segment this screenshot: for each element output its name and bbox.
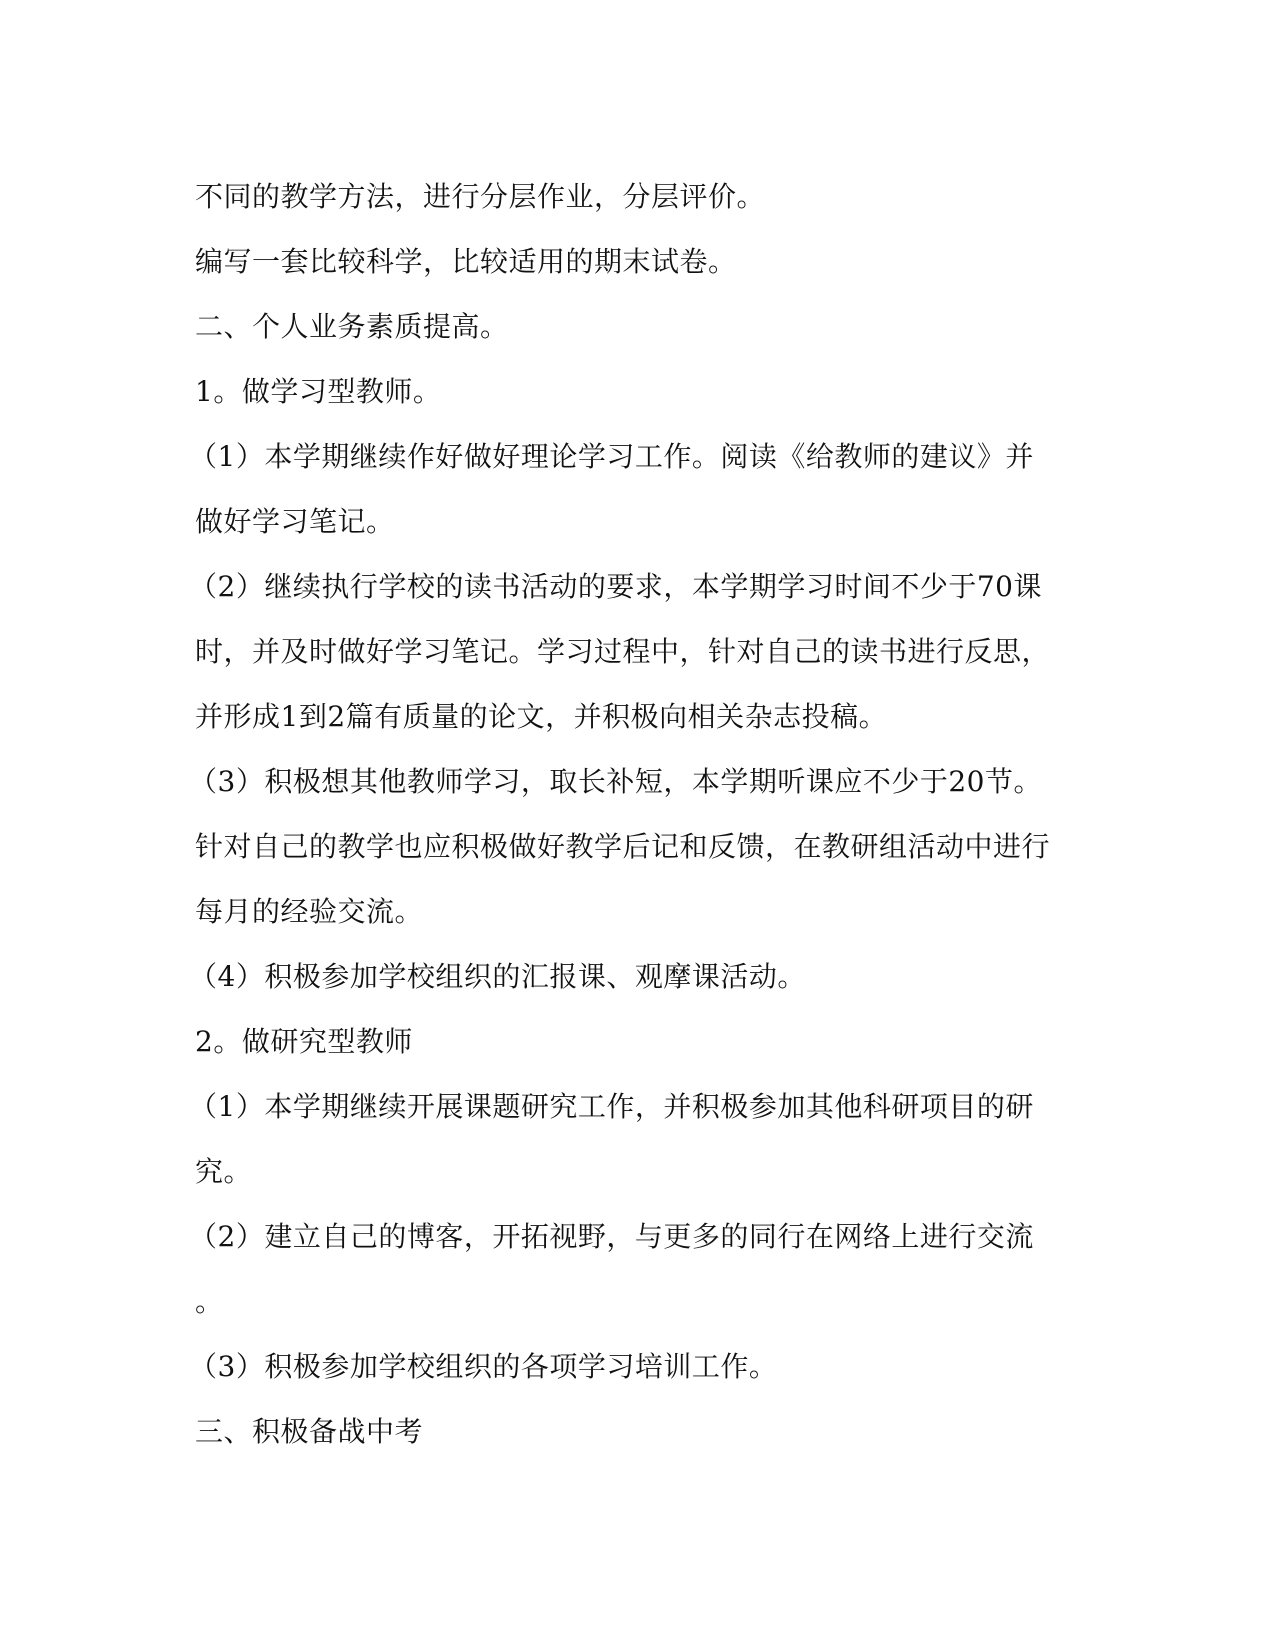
subsection-heading: 1。做学习型教师。 — [195, 375, 442, 408]
document-body — [189, 164, 1095, 1464]
text-line: 编写一套比较科学，比较适用的期末试卷。 — [195, 245, 737, 278]
section-heading: 三、积极备战中考 — [195, 1415, 424, 1448]
list-item: （2）继续执行学校的读书活动的要求，本学期学习时间不少于70课 — [189, 570, 1042, 603]
text-line: 不同的教学方法，进行分层作业，分层评价。 — [195, 180, 766, 213]
text-line: 做好学习笔记。 — [195, 505, 395, 538]
list-item: （1）本学期继续作好做好理论学习工作。阅读《给教师的建议》并 — [189, 440, 1034, 473]
list-item: （3）积极参加学校组织的各项学习培训工作。 — [189, 1350, 778, 1383]
text-line: 。 — [195, 1285, 224, 1318]
text-line: 每月的经验交流。 — [195, 895, 424, 928]
list-item: （4）积极参加学校组织的汇报课、观摩课活动。 — [189, 960, 806, 993]
subsection-heading: 2。做研究型教师 — [195, 1025, 413, 1058]
section-heading: 二、个人业务素质提高。 — [195, 310, 509, 343]
list-item: （3）积极想其他教师学习，取长补短，本学期听课应不少于20节。 — [189, 765, 1042, 798]
list-item: （1）本学期继续开展课题研究工作，并积极参加其他科研项目的研 — [189, 1090, 1034, 1123]
list-item: （2）建立自己的博客，开拓视野，与更多的同行在网络上进行交流 — [189, 1220, 1034, 1253]
text-line: 时，并及时做好学习笔记。学习过程中，针对自己的读书进行反思， — [195, 635, 1051, 668]
text-line: 针对自己的教学也应积极做好教学后记和反馈，在教研组活动中进行 — [195, 830, 1051, 863]
text-line: 究。 — [195, 1155, 253, 1188]
text-line: 并形成1到2篇有质量的论文，并积极向相关杂志投稿。 — [195, 700, 888, 733]
